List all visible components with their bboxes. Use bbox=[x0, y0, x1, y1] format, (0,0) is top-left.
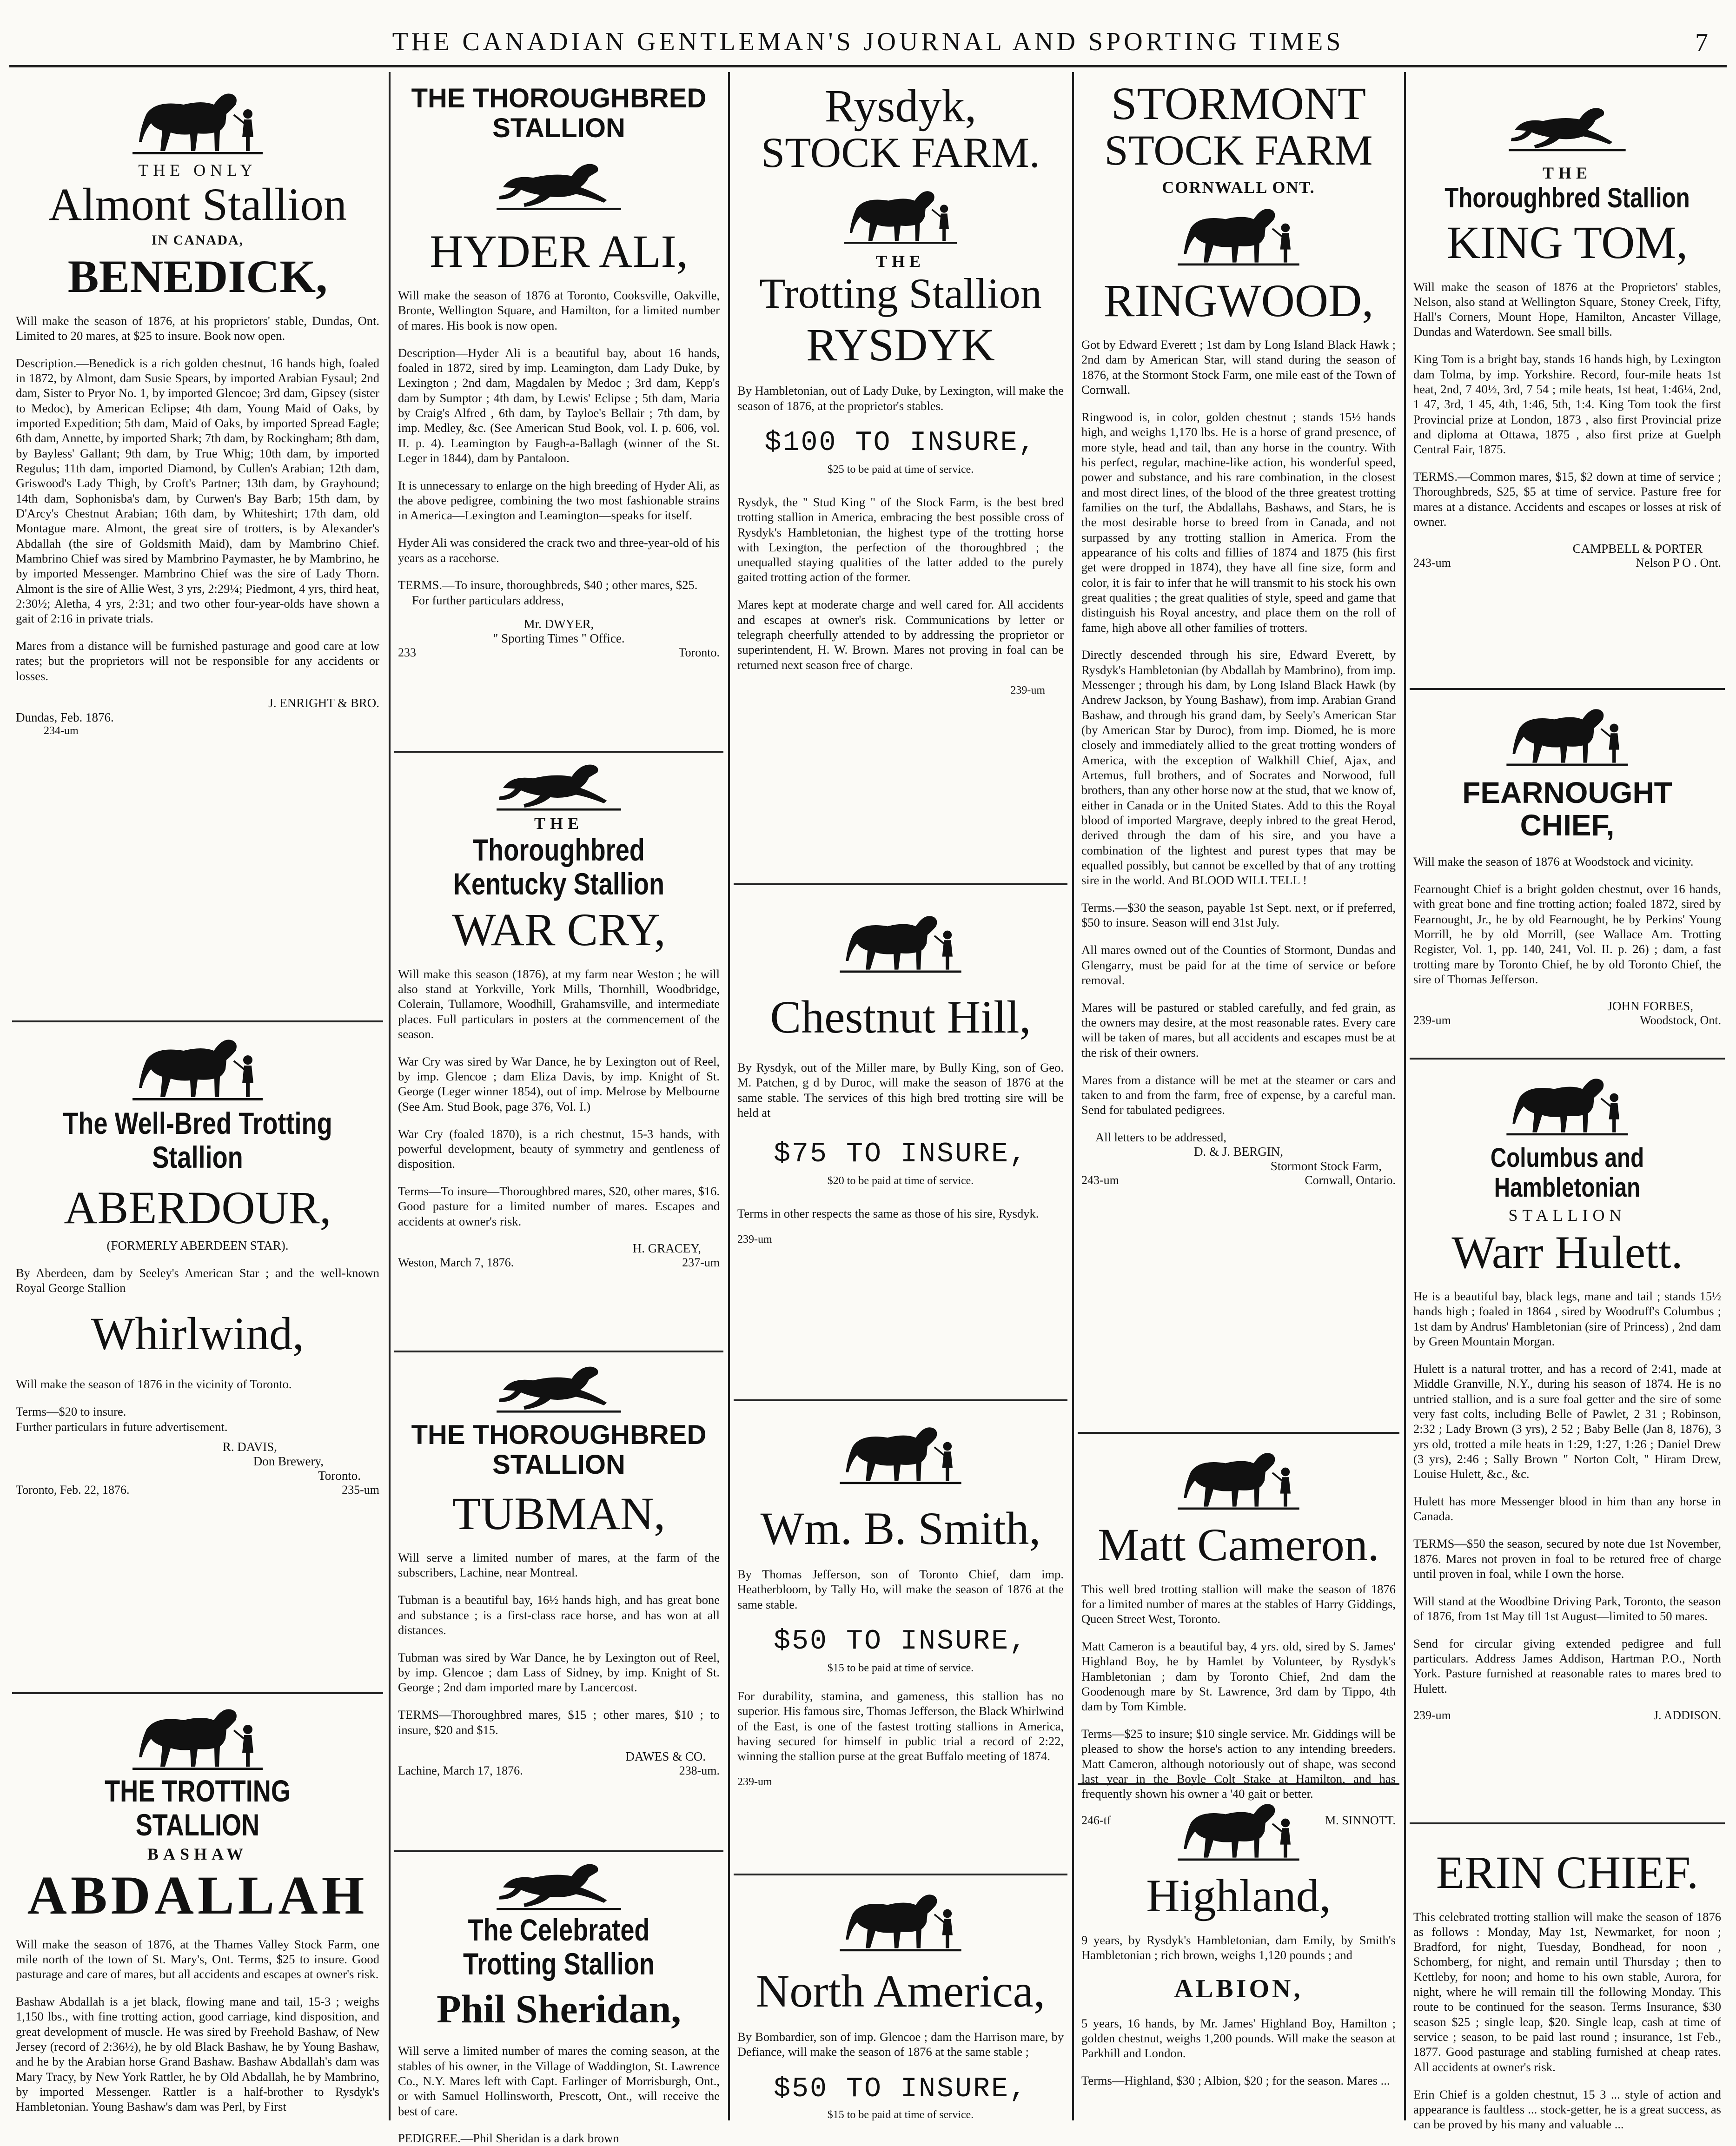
ad-north-america bbox=[731, 1883, 1070, 2125]
ad-code: 237-um bbox=[682, 1255, 720, 1269]
ad-note: Mares from a distance will be furnished pasturage and good care at low rates; but the proprietors will not be responsible for any accidents or losses. bbox=[16, 639, 379, 683]
ad-subline: BASHAW bbox=[147, 1845, 248, 1864]
ad-subline: (FORMERLY ABERDEEN STAR). bbox=[106, 1239, 289, 1253]
stallion-name: Phil Sheridan, bbox=[437, 1987, 681, 2032]
ad-code: 239-um bbox=[737, 1776, 772, 1788]
ad-terms: TERMS—Thoroughbred mares, $15 ; other mares, $10 ; to insure, $20 and $15. bbox=[398, 1708, 720, 1737]
ad-terms: Terms—$20 to insure. bbox=[16, 1404, 126, 1419]
ad-paragraph: Directly descended through his sire, Edward Everett, by Rysdyk's Hambletonian (by Abdallah by Mambrino), from imp. Messenger ; through his dam, by Long Island Black Hawk (by Andrew Jackson, by Young Bashaw), from imp. Arabian Grand Bashaw, and through his grand dam, by Seely's American Star (by American Star by Duroc), from imp. Diomed, he is more closely and immediately allied to the great trotting wonders of America, with the exception of Walkhill Chief, Ajax, and Artemus, full brothers, and of Socrates and Norwood, full brothers, than any other horse now at the stud, that we know of, either in Canada or in the United States. Add to this the Royal blood of imported Margrave, deeply inbred to the great Herod, derived through the dam of his sire, and you have a combination of the lightest and purest types that may be equalled possibly, but cannot be excelled by that of any trotting sire in the world. And BLOOD WILL TELL ! bbox=[1081, 648, 1396, 888]
ad-abdallah bbox=[9, 1702, 386, 2120]
horse-with-groom-icon bbox=[128, 1702, 267, 1771]
ad-erin-chief bbox=[1407, 1829, 1728, 2132]
ad-signer-line: Toronto. bbox=[318, 1468, 361, 1483]
ad-code: 239-um bbox=[1413, 1013, 1451, 1027]
price-line: $100 TO INSURE, bbox=[764, 427, 1037, 459]
ad-intro: Got by Edward Everett ; 1st dam by Long Island Black Hawk ; 2nd dam by American Star, will stand during the season of 1876, at the Stormont Stock Farm, one mile east of the Town of Cornwall. bbox=[1081, 338, 1396, 397]
ad-tubman bbox=[391, 1360, 726, 1843]
stallion-name: ABERDOUR, bbox=[64, 1182, 331, 1234]
ad-code: 243-um bbox=[1413, 556, 1451, 570]
ad-code: 246-tf bbox=[1081, 1814, 1111, 1828]
running-horse-icon bbox=[494, 758, 624, 814]
ad-place: Nelson P O . Ont. bbox=[1636, 556, 1721, 570]
column-5 bbox=[1407, 72, 1728, 2132]
ad-subline: CORNWALL ONT. bbox=[1162, 178, 1315, 197]
ad-king-tom bbox=[1407, 81, 1728, 681]
ad-intro: By Hambletonian, out of Lady Duke, by Lexington, will make the season of 1876, at the proprietor's stables. bbox=[737, 384, 1064, 413]
ad-rule bbox=[734, 1399, 1067, 1401]
ad-overline: THE bbox=[1542, 164, 1592, 182]
ad-paragraph: Mares from a distance will be met at the steamer or cars and taken to and from the farm, free of expense, by a careful man. Send for tabulated pedigrees. bbox=[1081, 1073, 1396, 1117]
ad-paragraph: All letters to be addressed, bbox=[1095, 1130, 1226, 1145]
column-divider bbox=[1404, 72, 1406, 2120]
ad-subline: STALLION bbox=[1508, 1205, 1626, 1225]
ad-rysdyk bbox=[731, 81, 1070, 876]
page-header bbox=[0, 0, 1736, 70]
ad-paragraph: Hulett is a natural trotter, and has a record of 2:41, made at Middle Granville, N.Y., during his season of 1874. He is no untried stallion, and is a sure foal getter and the sire of some very fast colts, including Belle of Pawlet, 2 31 ; Robinson, 2:32 ; Lady Brown (3 yrs), 2 52 ; Baby Belle (Jan 8, 1876), 3 yrs old, trotted a mile heats in 1:29, 1:27, 1:26 ; Daniel Drew (3 yrs), 2:46 ; Sally Brown " Norton Colt, " Hiram Drew, Louise Hulett, &c., &c. bbox=[1413, 1361, 1721, 1481]
ad-paragraph: Will stand at the Woodbine Driving Park, Toronto, the season of 1876, from 1st May till 1st August—limited to 50 mares. bbox=[1413, 1594, 1721, 1623]
ad-signer: M. SINNOTT. bbox=[1325, 1814, 1396, 1828]
ad-terms: Terms—$25 to insure; $10 single service. Mr. Giddings will be pleased to show the horse's action to any intending breeders. Matt Cameron, although notoriously out of shape, was second last year in the Boyle Colt Stake at Hamilton, and has frequently shown his owner a '40 gait or better. bbox=[1081, 1727, 1396, 1801]
ad-paragraph: Mares kept at moderate charge and well cared for. All accidents and escapes at owner's risk. Communications by letter or telegraph cheerfully attended to by addressing the proprietor or superintendent, H. W. Brown. Mares not proving in foal can be returned next season free of charge. bbox=[737, 597, 1064, 672]
price-line: $50 TO INSURE, bbox=[773, 1625, 1028, 1657]
ad-ringwood bbox=[1075, 79, 1402, 1423]
ad-subline: IN CANADA, bbox=[151, 232, 244, 248]
ad-signer-line: Stormont Stock Farm, bbox=[1270, 1159, 1382, 1173]
horse-with-groom-icon bbox=[1173, 202, 1304, 267]
ad-overline: THE bbox=[534, 814, 584, 833]
ad-paragraph: Ringwood is, in color, golden chestnut ; stands 15½ hands high, and weighs 1,170 lbs. He is a horse of grand presence, of more style, head and tail, than any horse in the country. With his perfect, regular, machine-like action, his wonderful speed, power and substance, and his rare combination, in the closest and most direct lines, of the blood of the three greatest trotting families on the turf, the Abdallahs, Bashaws, and Stars, he is the most desirable horse to breed from in Canada, and not surpassed by any trotting stallion in America. From the appearance of his colts and fillies of 1874 and 1875 (his first get were dropped in 1874), they have all fine size, form and color, it is fair to infer that he will transmit to his stock his own great qualities ; the great qualities of style, speed and game that distinguish his Royal ancestry, and place them on the roll of fame, high above all other families of trotters. bbox=[1081, 410, 1396, 635]
ad-date: Lachine, March 17, 1876. bbox=[398, 1764, 523, 1778]
ad-intro: Will make this season (1876), at my farm near Weston ; he will also stand at Yorkville, York Mills, Thornhill, Woodbridge, Colerain, Tullamore, Woodhill, Grahamsville, and intermediate places. Full particulars in posters at the commencement of the season. bbox=[398, 967, 720, 1041]
ad-footer bbox=[16, 1483, 379, 1497]
running-horse-icon bbox=[494, 1857, 624, 1913]
ad-signer: R. DAVIS, bbox=[222, 1439, 277, 1454]
ad-rule bbox=[394, 1351, 723, 1352]
column-3 bbox=[731, 72, 1070, 2120]
stallion-name: RINGWOOD, bbox=[1103, 274, 1374, 326]
ad-code: 243-um bbox=[1081, 1173, 1119, 1187]
ad-place: Cornwall, Ontario. bbox=[1305, 1173, 1396, 1187]
ad-hyder-ali bbox=[391, 84, 726, 744]
ad-kind: The Celebrated Trotting Stallion bbox=[463, 1913, 655, 1981]
ad-rule bbox=[1410, 688, 1725, 690]
ad-pedigree: By Aberdeen, dam by Seeley's American Star ; and the well-known Royal George Stallion bbox=[16, 1265, 379, 1295]
ad-matt-cameron bbox=[1075, 1441, 1402, 1828]
ad-overline: THE ONLY bbox=[138, 161, 257, 179]
ad-intro: 9 years, by Rysdyk's Hambletonian, dam Emily, by Smith's Hambletonian ; rich brown, weighs 1,120 pounds ; and bbox=[1081, 1933, 1396, 1962]
ad-phil-sheridan bbox=[391, 1857, 726, 2146]
horse-with-groom-icon bbox=[835, 1420, 966, 1485]
ad-paragraph: Hulett has more Messenger blood in him than any horse in Canada. bbox=[1413, 1494, 1721, 1523]
stallion-name: Warr Hulett. bbox=[1451, 1226, 1683, 1278]
ad-paragraph: Rysdyk, the " Stud King " of the Stock Farm, is the best bred trotting stallion in America, embracing the best possible cross of Rysdyk's Hambletonian, the highest type of the trotting horse with Lexington, the perfection of the thoroughbred ; the unequalled staying qualities of the latter added to the purely gaited trotting action of the former. bbox=[737, 495, 1064, 584]
ad-rule bbox=[1078, 1783, 1399, 1785]
ad-signer: DAWES & CO. bbox=[625, 1749, 706, 1764]
ad-terms: Terms—Highland, $30 ; Albion, $20 ; for the season. Mares ... bbox=[1081, 2073, 1390, 2088]
farm-name: STOCK FARM. bbox=[761, 129, 1040, 176]
stallion-name: Whirlwind, bbox=[91, 1308, 305, 1360]
ad-aberdour bbox=[9, 1032, 386, 1683]
ad-kind: Almont Stallion bbox=[48, 179, 347, 230]
ad-paragraph: Erin Chief is a golden chestnut, 15 3 ... style of action and appearance is faultless ... stock-getter, he is a great success, as can be proved by his many and valuable ... bbox=[1413, 2087, 1721, 2132]
ad-paragraph: Tubman is a beautiful bay, 16½ hands high, and has great bone and substance ; is a first-class race horse, and has won at all distances. bbox=[398, 1593, 720, 1637]
ad-intro: This well bred trotting stallion will make the season of 1876 for a limited number of mares at the stables of Harry Giddings, Queen Street West, Toronto. bbox=[1081, 1582, 1396, 1626]
ad-paragraph: All mares owned out of the Counties of Stormont, Dundas and Glengarry, must be paid for at the time of service or before removal. bbox=[1081, 943, 1396, 987]
stallion-name: North America, bbox=[755, 1965, 1046, 2017]
ad-terms: Terms in other respects the same as those of his sire, Rysdyk. bbox=[737, 1206, 1039, 1221]
ad-place: Woodstock, Ont. bbox=[1640, 1013, 1721, 1027]
stallion-name: FEARNOUGHT CHIEF, bbox=[1462, 776, 1672, 842]
running-horse-icon bbox=[494, 1360, 624, 1416]
ad-description: Description.—Benedick is a rich golden chestnut, 16 hands high, foaled in 1872, by Almont, dam Susie Spears, by imported Arabian Fysaul; 2nd dam, Sister to Pryor No. 1, by imported Glencoe; 3rd dam, Gipsey (sister to Medoc), by American Eclipse; 4th dam, Young Maid of Oaks, by imported Expedition; 5th dam, Maid of Oaks, by imported Spread Eagle; 6th dam, Annette, by imported Shark; 7th dam, by Rockingham; 8th dam, by Bayless' Gallant; 9th dam, by True Whig; 10th dam, by imported Regulus; 11th dam, imported Diamond, by Cullen's Arabian; 12th dam, Griswood's Lady Thigh, by Croft's Partner; 13th dam, by Grayhound; 14th dam, Sophonisba's dam, by Curwen's Bay Barb; 15th dam, by D'Arcy's Chestnut Arabian; 16th dam, by Whiteshirt; 17th dam, old Montague mare. Almont, the great sire of trotters, is by Alexander's Abdallah (the sire of Goldsmith Maid), dam by Mambrino Chief. Mambrino Chief was sired by Mambrino Paymaster, he by Mambrino, he by imported Messenger. Mambrino Chief was the sire of Lady Thorn. Almont is the sire of Allie West, 3 yrs, 2:29¼; Piedmont, 4 yrs, third heat, 2:30½; Aletha, 4 yrs, 2:31; and two other four-year-olds have shown a gait of 2:16 in private trials. bbox=[16, 356, 380, 626]
page-number: 7 bbox=[1695, 28, 1708, 57]
ad-paragraph: Mares will be pastured or stabled carefully, and fed grain, as the owners may desire, at the most reasonable rates. Every care will be taken of mares, but all accidents and escapes must be at the risk of their owners. bbox=[1081, 1000, 1396, 1060]
column-2 bbox=[391, 72, 726, 2146]
price-line: $75 TO INSURE, bbox=[773, 1139, 1028, 1171]
ad-signer: J. ENRIGHT & BRO. bbox=[268, 695, 379, 710]
stallion-name: BENEDICK, bbox=[67, 251, 328, 302]
ad-highland bbox=[1075, 1792, 1402, 2127]
ad-wm-b-smith bbox=[731, 1411, 1070, 1867]
header-rule bbox=[9, 65, 1727, 67]
stallion-name: HYDER ALI, bbox=[430, 225, 688, 277]
horse-with-groom-icon bbox=[1173, 1446, 1304, 1511]
price-note: $20 to be paid at time of service. bbox=[827, 1175, 974, 1187]
price-note: $15 to be paid at time of service. bbox=[827, 2108, 974, 2121]
ad-further: For further particulars address, bbox=[412, 593, 564, 607]
ad-kind: THE THOROUGHBRED STALLION bbox=[411, 1420, 707, 1480]
ad-intro: Will serve a limited number of mares the coming season, at the stables of his owner, in the Village of Waddington, St. Lawrence Co., N.Y. Mares left with Capt. Farlinger of Morrisburgh, Ont., or with Samuel Hollinsworth, Prescott, Ont., will receive the best of care. bbox=[398, 2044, 720, 2118]
column-divider bbox=[389, 72, 391, 2120]
ad-intro: Will serve a limited number of mares, at the farm of the subscribers, Lachine, near Montreal. bbox=[398, 1550, 720, 1580]
column-divider bbox=[1072, 72, 1074, 2120]
ad-text: Will make the season of 1876 in the vicinity of Toronto. bbox=[16, 1377, 292, 1391]
ad-intro: Will make the season of 1876 at Woodstock and vicinity. bbox=[1413, 854, 1694, 869]
price-note: $15 to be paid at time of service. bbox=[827, 1662, 974, 1674]
price-line: $50 TO INSURE, bbox=[773, 2073, 1028, 2105]
ad-footer bbox=[1413, 556, 1721, 570]
ad-kind: Trotting Stallion bbox=[759, 269, 1042, 317]
ad-rule bbox=[1410, 1058, 1725, 1060]
ad-intro: Will make the season of 1876, at the Thames Valley Stock Farm, one mile north of the town of St. Mary's, Ont. Terms, $25 to insure. Good pasturage and care of mares, but all accidents and escapes at owner's risk. bbox=[16, 1937, 379, 1981]
ad-terms: TERMS.—To insure, thoroughbreds, $40 ; other mares, $25. bbox=[398, 578, 698, 592]
stallion-name: Matt Cameron. bbox=[1098, 1519, 1379, 1570]
stallion-name: RYSDYK bbox=[806, 319, 995, 371]
ad-rule bbox=[734, 1874, 1067, 1875]
ad-paragraph: Fearnought Chief is a bright golden chestnut, over 16 hands, with great bone and fine trotting action; foaled 1872, sired by Fearnought, Jr., he by old Fearnought, he by Perkins' Young Morrill, he by old Morrill, (see Wallace Am. Trotting Register, Vol. 1, pp. 140, 241, Vol. II. p. 26) ; dam, a fast trotting mare by Toronto Chief, he by old Toronto Chief, the sire of Thomas Jefferson. bbox=[1413, 882, 1721, 987]
ad-intro: Will make the season of 1876 at the Proprietors' stables, Nelson, also stand at Wellington Square, Stoney Creek, Fifty, Hall's Corners, Mount Hope, Hamilton, Ancaster Village, Dundas and Waterdown. See small bills. bbox=[1413, 279, 1721, 339]
column-divider bbox=[728, 72, 730, 2120]
ad-footer bbox=[398, 1764, 720, 1778]
ad-intro: By Thomas Jefferson, son of Toronto Chief, dam imp. Heatherbloom, by Tally Ho, will make the season of 1876 at the same stable. bbox=[737, 1567, 1064, 1611]
ad-code: 233 bbox=[398, 646, 416, 659]
price-note: $25 to be paid at time of service. bbox=[827, 463, 974, 476]
stallion-name: WAR CRY, bbox=[452, 904, 666, 956]
running-horse-icon bbox=[494, 157, 624, 213]
ad-signer-line: " Sporting Times " Office. bbox=[493, 631, 625, 645]
ad-rule bbox=[12, 1692, 383, 1694]
farm-name: Rysdyk, bbox=[824, 80, 977, 132]
ad-code: 239-um bbox=[737, 1233, 772, 1246]
stallion-name: Wm. B. Smith, bbox=[760, 1503, 1041, 1554]
journal-title: THE CANADIAN GENTLEMAN'S JOURNAL AND SPORTING TIMES bbox=[392, 27, 1344, 56]
stallion-name: ALBION, bbox=[1174, 1974, 1303, 2003]
stallion-name: ABDALLAH bbox=[27, 1865, 368, 1926]
ad-date: Toronto, Feb. 22, 1876. bbox=[16, 1483, 130, 1497]
horse-with-groom-icon bbox=[1502, 1072, 1632, 1137]
horse-with-groom-icon bbox=[835, 1888, 966, 1953]
ad-intro: Will make the season of 1876, at his proprietors' stable, Dundas, Ont. Limited to 20 mares, at $25 to insure. Book now open. bbox=[16, 313, 379, 343]
ad-terms: TERMS.—Common mares, $15, $2 down at time of service ; Thoroughbreds, $25, $5 at time of service. Pasture free for mares at a distance. Accidents and escapes or losses at risk of owner. bbox=[1413, 470, 1721, 529]
ad-signer: J. ADDISON. bbox=[1653, 1708, 1721, 1722]
stallion-name: TUBMAN, bbox=[452, 1487, 666, 1539]
ad-pedigree: PEDIGREE.—Phil Sheridan is a dark brown bbox=[398, 2131, 619, 2146]
stallion-name: KING TOM, bbox=[1446, 217, 1688, 268]
ad-rule bbox=[734, 883, 1067, 885]
farm-name: STORMONT bbox=[1111, 78, 1366, 129]
ad-kind: THE TROTTING STALLION bbox=[105, 1774, 291, 1842]
ad-rule bbox=[1410, 1822, 1725, 1824]
ad-benedick bbox=[9, 86, 386, 1011]
ad-footer bbox=[1413, 1013, 1721, 1027]
horse-with-groom-icon bbox=[835, 909, 966, 974]
ad-footer bbox=[398, 1256, 720, 1270]
ad-war-cry bbox=[391, 758, 726, 1344]
ad-paragraph: 5 years, 16 hands, by Mr. James' Highland Boy, Hamilton ; golden chestnut, weighs 1,200 pounds. Will make the season at Parkhill and London. bbox=[1081, 2016, 1396, 2060]
ad-paragraph: It is unnecessary to enlarge on the high breeding of Hyder Ali, as the above pedigree, combining the two most fashionable strains in America—Lexington and Leamington—speaks for itself. bbox=[398, 478, 720, 523]
ad-kind: The Well-Bred Trotting Stallion bbox=[63, 1106, 332, 1174]
ad-code: 234-um bbox=[44, 724, 79, 737]
ad-code: 238-um. bbox=[679, 1764, 720, 1778]
ad-paragraph: War Cry (foaled 1870), is a rich chestnut, 15-3 hands, with powerful development, beauty of symmetry and gentleness of disposition. bbox=[398, 1126, 720, 1171]
ad-signer: D. & J. BERGIN, bbox=[1193, 1145, 1283, 1159]
ad-rule bbox=[1078, 1432, 1399, 1434]
ad-code: 239-um bbox=[1413, 1708, 1451, 1722]
ad-rule bbox=[394, 1850, 723, 1852]
running-horse-icon bbox=[1507, 100, 1628, 156]
stallion-name: Chestnut Hill, bbox=[770, 991, 1031, 1043]
ad-date: Weston, March 7, 1876. bbox=[398, 1255, 514, 1269]
ad-signer: JOHN FORBES, bbox=[1607, 999, 1693, 1013]
ad-intro: This celebrated trotting stallion will make the season of 1876 as follows : Monday, May 1st, Newmarket, for noon ; Bradford, for night, Tuesday, Bondhead, for noon , Schomberg, for night, and remain until Thursday ; then to Kettleby, for noon; and home to his own stable, Aurora, for night, where he will remain till the following Monday. This route to be continued for the season. Terms Insurance, $30 season $25 ; single leap, $20. Single leap, cash at time of service ; season, to be paid last round ; insurance, 1st Feb., 1877. Good pasturage and stabling furnished at cheap rates. All accidents at owner's risk. bbox=[1413, 1909, 1721, 2074]
ad-signer: Mr. DWYER, bbox=[523, 617, 594, 631]
ad-kind: THE THOROUGHBRED STALLION bbox=[411, 83, 707, 143]
ad-chestnut-hill bbox=[731, 895, 1070, 1392]
ad-footer bbox=[1081, 1173, 1396, 1187]
ad-kind: Thoroughbred Stallion bbox=[1444, 182, 1690, 213]
ad-footer bbox=[398, 646, 720, 660]
ad-intro: By Bombardier, son of imp. Glencoe ; dam the Harrison mare, by Defiance, will make the season of 1876 at the same stable ; bbox=[737, 2030, 1064, 2059]
ad-paragraph: Matt Cameron is a beautiful bay, 4 yrs. old, sired by S. James' Highland Boy, he by Hamlet by Volunteer, by Rysdyk's Hambletonian ; dam by Toronto Chief, 2nd dam the Goodenough mare by St. Lawrence, 3rd dam by Tippo, 4th dam by Tom Kimble. bbox=[1081, 1639, 1396, 1714]
horse-with-groom-icon bbox=[128, 1032, 267, 1102]
ad-paragraph: King Tom is a bright bay, stands 16 hands high, by Lexington dam Tolma, by imp. Yorkshire. Record, four-mile heats 1st heat, 2nd, 7 40½, 3rd, 7 54 ; mile heats, 1st heat, 1:46¼, 2nd, 1 47, 3rd, 1 45, 4th, 1:46, 5th, 1:4. King Tom took the first Provincial prize at London, 1873 , also first Provincial prize and diploma at Ottawa, 1875 , also first prize at Guelph Central Fair, 1875. bbox=[1413, 352, 1721, 457]
stallion-name: Highland, bbox=[1146, 1870, 1331, 1921]
ad-paragraph: Hyder Ali was considered the crack two and three-year-old of his years as a racehorse. bbox=[398, 536, 720, 565]
stallion-name: ERIN CHIEF. bbox=[1436, 1847, 1699, 1898]
ad-intro: He is a beautiful bay, black legs, mane and tail ; stands 15½ hands high ; foaled in 1864 , sired by Woodruff's Columbus ; 1st dam by Andrus' Hambletonian (sire of Princess) , 2nd dam by Green Mountain Morgan. bbox=[1413, 1289, 1721, 1349]
horse-with-groom-icon bbox=[1173, 1797, 1304, 1862]
ad-paragraph: War Cry was sired by War Dance, he by Lexington out of Reel, by imp. Glencoe ; dam Eliza Davis, by imp. Knight of St. George (Leger winner 1854), out of imp. Melrose by Melbourne (See Am. Stud Book, page 376, Vol. I.) bbox=[398, 1054, 720, 1113]
ad-kind: Columbus and Hambletonian bbox=[1490, 1143, 1644, 1203]
ad-further: Further particulars in future advertisement. bbox=[16, 1419, 228, 1434]
ad-code: 239-um bbox=[1010, 684, 1045, 697]
ad-overline: THE bbox=[875, 252, 926, 271]
ad-terms: Terms—To insure—Thoroughbred mares, $20, other mares, $16. Good pasture for a limited number of mares. Escapes and accidents at owner's risk. bbox=[398, 1184, 720, 1228]
ad-rule bbox=[394, 751, 723, 753]
ad-place: Toronto. bbox=[678, 646, 720, 659]
ad-signer-line: Don Brewery, bbox=[253, 1454, 324, 1468]
ad-date: Dundas, Feb. 1876. bbox=[16, 710, 114, 724]
ad-terms: TERMS—$50 the season, secured by note due 1st November, 1876. Mares not proven in foal to be retured free of charge until proven in foal, while I own the horse. bbox=[1413, 1537, 1721, 1581]
ad-signer: CAMPBELL & PORTER bbox=[1572, 541, 1703, 556]
ad-description: Description—Hyder Ali is a beautiful bay, about 16 hands, foaled in 1872, sired by imp. Leamington, dam Lady Duke, by Lexington ; 2nd dam, Magdalen by Medoc ; 3rd dam, Kepp's dam by Sumptor ; 4th dam, by Lewis' Eclipse ; 5th dam, Maria by Craig's Alfred , 6th dam, by Tayloe's Bellair ; 7th dam, by imp. Medley, &c. (See American Stud Book, vol. I. p. 606, vol. II. p. 4). Leamington by Faugh-a-Ballagh (winner of the St. Leger in 1844), dam by Pantaloon. bbox=[398, 345, 720, 465]
ad-fearnought-chief bbox=[1407, 697, 1728, 1051]
ad-paragraph: Tubman was sired by War Dance, he by Lexington out of Reel, by imp. Glencoe ; dam Lass of Sidney, by imp. Knight of St. George ; 2nd dam imported mare by Lancercost. bbox=[398, 1650, 720, 1695]
ad-signer: H. GRACEY, bbox=[632, 1241, 701, 1255]
ad-paragraph: Send for circular giving extended pedigree and full particulars. Address James Addison, Hartman P.O., North York. Pasture furnished at reasonable rates to mares bred to Hulett. bbox=[1413, 1636, 1721, 1696]
horse-with-groom-icon bbox=[128, 86, 267, 156]
ad-kind: Thoroughbred Kentucky Stallion bbox=[453, 833, 665, 901]
farm-name: STOCK FARM bbox=[1104, 126, 1373, 174]
ad-terms: Terms.—$30 the season, payable 1st Sept. next, or if preferred, $50 to insure. Season will end 31st July. bbox=[1081, 901, 1396, 930]
column-1 bbox=[9, 72, 386, 2120]
column-4 bbox=[1075, 72, 1402, 2120]
horse-with-groom-icon bbox=[1502, 702, 1632, 767]
ad-intro: Will make the season of 1876 at Toronto, Cooksville, Oakville, Bronte, Wellington Square, and Hamilton, for a limited number of mares. His book is now open. bbox=[398, 288, 720, 332]
ad-code: 235-um bbox=[342, 1483, 379, 1497]
ad-paragraph: For durability, stamina, and gameness, this stallion has no superior. His famous sire, Thomas Jefferson, the Black Whirlwind of the East, is one of the fastest trotting stallions in America, having secured for himself in public trial a record of 2:22, winning the stallion purse at the great Buffalo meeting of 1874. bbox=[737, 1689, 1064, 1763]
ad-rule bbox=[12, 1020, 383, 1022]
ad-description: Bashaw Abdallah is a jet black, flowing mane and tail, 15-3 ; weighs 1,150 lbs., with fine trotting action, good carriage, kind disposition, and great development of muscle. He was sired by Freehold Bashaw, of New Jersey (record of 2:36½), he by old Black Bashaw, he by Young Bashaw, and he by the Arabian horse Grand Bashaw. Bashaw Abdallah's dam was Mary Tracy, by New York Rattler, he by Old Abdallah, he by Mambrino, by imported Messenger. Rattler is a half-brother to Rysdyk's Hambletonian. Young Bashaw's dam was Perl, by First bbox=[16, 1994, 379, 2114]
ad-warr-hulett bbox=[1407, 1067, 1728, 1815]
horse-with-groom-icon bbox=[840, 185, 961, 245]
ad-footer bbox=[1413, 1709, 1721, 1722]
ad-intro: By Rysdyk, out of the Miller mare, by Bully King, son of Geo. M. Patchen, g d by Duroc, will make the season of 1876 at the same stable. The services of this high bred trotting sire will be held at bbox=[737, 1060, 1064, 1119]
